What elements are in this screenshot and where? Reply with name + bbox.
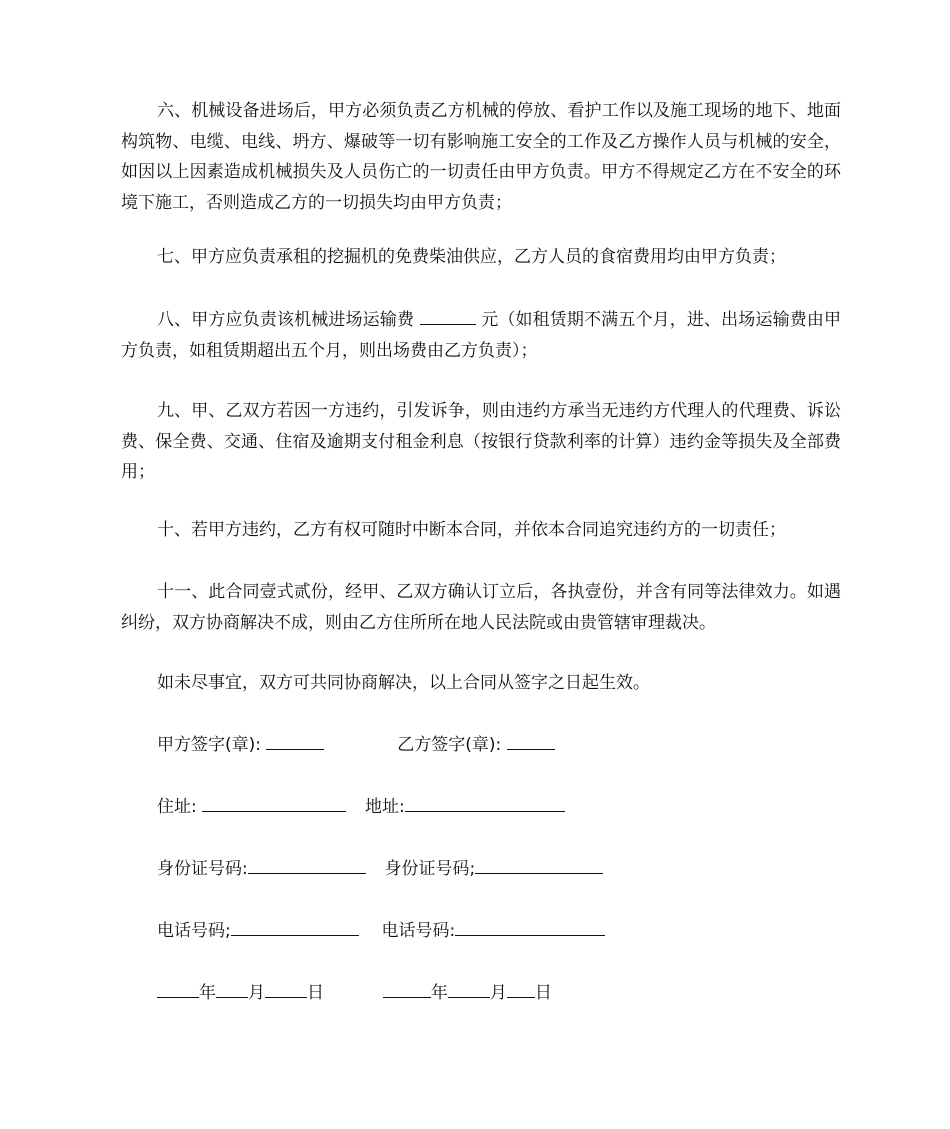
phone-row [157,916,605,946]
party-b-phone-label: 电话号码: [381,921,456,941]
date-row [157,978,552,1008]
clause-6: 六、机械设备进场后，甲方必须负责乙方机械的停放、看护工作以及施工现场的地下、地面构筑物、电缆、电线、坍方、爆破等一切有影响施工安全的工作及乙方操作人员与机械的安全，如因以上因素造成机械损失及人员伤亡的一切责任由甲方负责。甲方不得规定乙方在不安全的环境下施工，否则造成乙方的一切损失均由甲方负责； [121,101,841,213]
party-b-year-label: 年 [430,983,448,1003]
clause-7: 七、甲方应负责承租的挖掘机的免费柴油供应，乙方人员的食宿费用均由甲方负责； [157,247,786,267]
party-a-phone-label: 电话号码; [157,921,231,941]
address-row [157,792,565,822]
party-a-id-blank [248,855,366,874]
party-b-id-blank [475,855,603,874]
clause-8-text-after: 元（如租赁期不满五个月，进、出场运输费由甲方负责，如租赁期超出五个月，则出场费由乙方负责）； [121,310,842,361]
clause-9: 九、甲、乙双方若因一方违约，引发诉争，则由违约方承当无违约方代理人的代理费、诉讼费、保全费、交通、住宿及逾期支付租金利息（按银行贷款利率的计算）违约金等损失及全部费用； [121,401,841,482]
party-a-sign-blank [266,731,324,750]
party-a-sign-label: 甲方签字(章): [157,735,267,755]
party-a-year-label: 年 [199,983,216,1003]
party-a-year-blank [157,979,199,998]
transport-fee-blank [420,306,476,325]
party-b-phone-blank [455,917,605,936]
party-b-sign-blank [507,731,555,750]
party-b-id-label: 身份证号码; [384,859,476,879]
party-b-sign-label: 乙方签字(章): [397,735,507,755]
party-b-day-label: 日 [534,983,552,1003]
party-b-address-label: 地址: [364,797,405,817]
closing-statement: 如未尽事宜，双方可共同协商解决，以上合同从签字之日起生效。 [157,673,650,693]
clause-8-text-before: 八、甲方应负责该机械进场运输费 [157,310,420,330]
party-b-month-label: 月 [489,983,507,1003]
party-a-day-label: 日 [307,983,324,1003]
party-a-month-label: 月 [248,983,265,1003]
party-a-day-blank [265,979,307,998]
party-a-phone-blank [231,917,359,936]
signature-row [157,730,555,760]
id-number-row [157,854,603,884]
clause-10: 十、若甲方违约，乙方有权可随时中断本合同，并依本合同追究违约方的一切责任； [157,520,786,540]
party-a-month-blank [216,979,248,998]
party-b-day-blank [507,979,535,998]
clause-11: 十一、此合同壹式贰份，经甲、乙双方确认订立后，各执壹份，并含有同等法律效力。如遇纠纷，双方协商解决不成，则由乙方住所所在地人民法院或由贵管辖审理裁决。 [121,582,841,633]
party-a-address-blank [202,793,346,812]
party-b-year-blank [383,979,431,998]
party-a-id-label: 身份证号码: [157,859,248,879]
party-b-address-blank [405,793,565,812]
party-b-month-blank [448,979,490,998]
party-a-address-label: 住址: [157,797,203,817]
clause-8 [121,305,841,366]
